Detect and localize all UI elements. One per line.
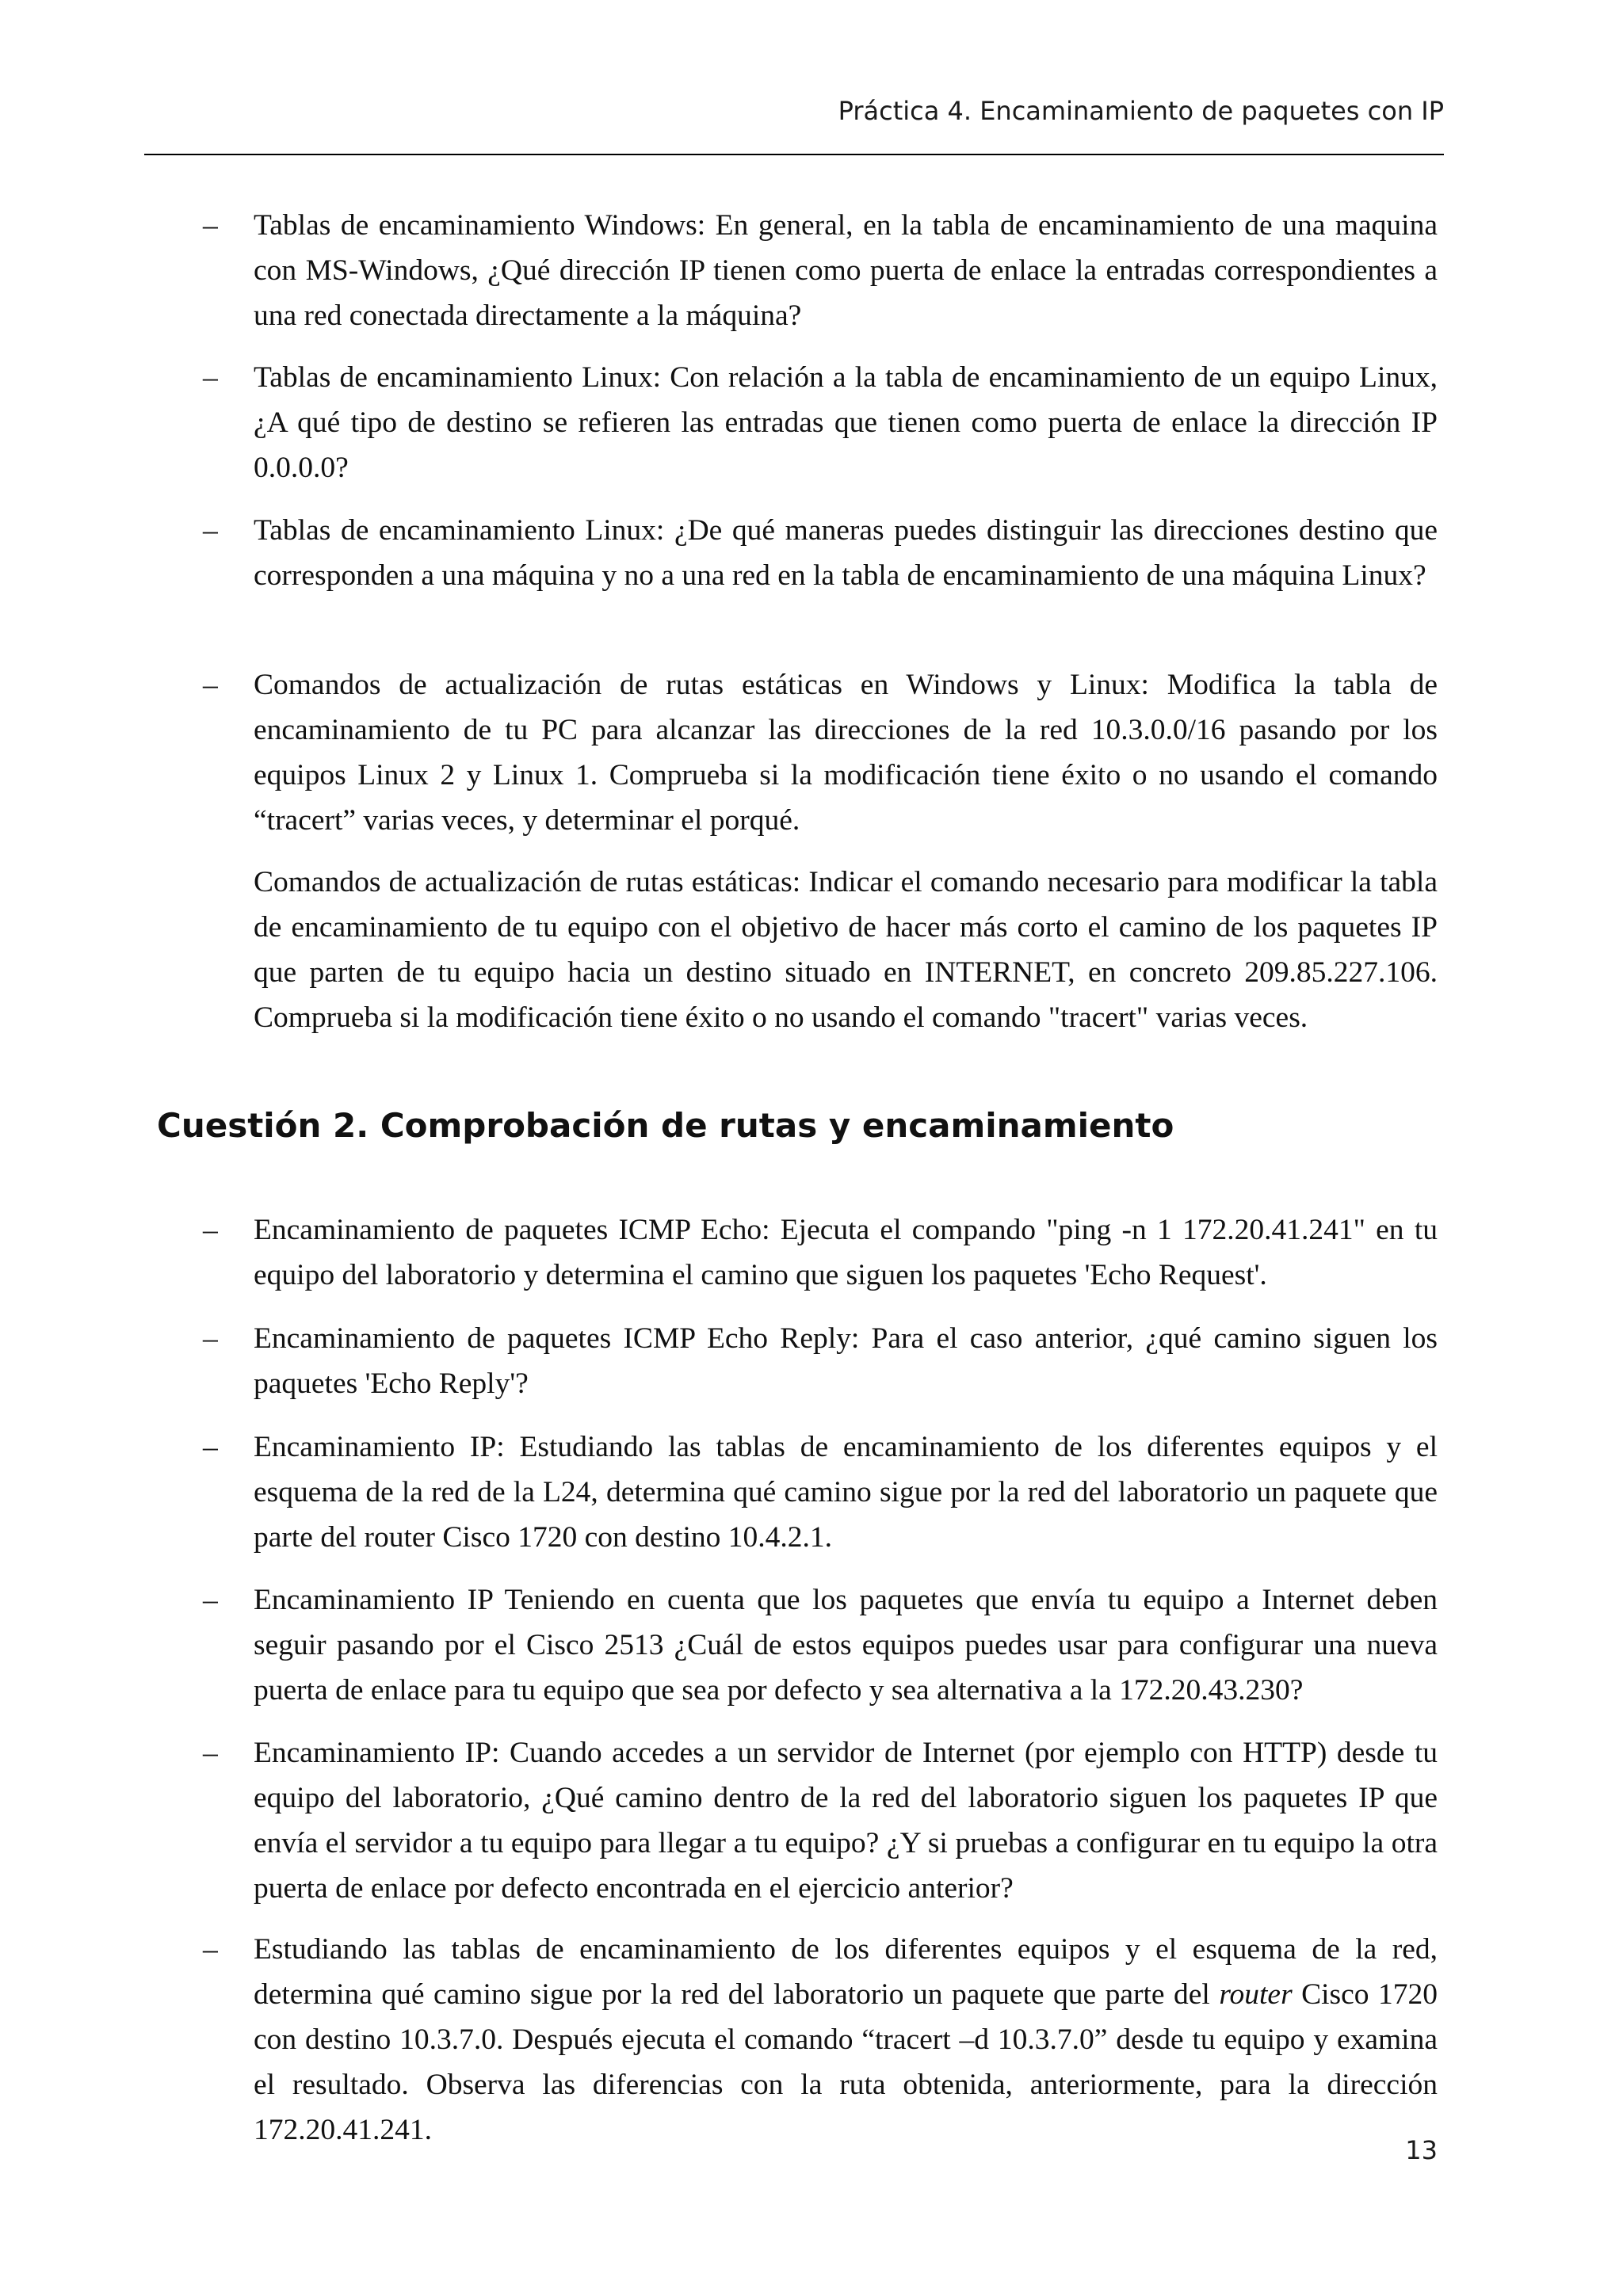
list-item [203, 1577, 1438, 1713]
list-item [203, 508, 1438, 598]
italic-term: router [1219, 1978, 1293, 2011]
list-item-text-end: Cisco 1720 con destino 10.3.7.0. Después ejecuta el comando “tracert –d 10.3.7.0” desde tu equipo y examina el resultado. Observa las diferencias con la ruta obtenida, anteriormente, para la dirección 172.20.41.241. [254, 1978, 1438, 2146]
dash-bullet: – [203, 1737, 218, 1769]
dash-bullet: – [203, 1214, 218, 1246]
dash-bullet: – [203, 361, 218, 394]
dash-bullet: – [203, 669, 218, 701]
list-item [203, 1425, 1438, 1560]
list-item [203, 1207, 1438, 1298]
list-item [203, 1927, 1438, 2153]
list-item-text: Tablas de encaminamiento Linux: ¿De qué maneras puedes distinguir las direcciones destino que corresponden a una máquina y no a una red en la tabla de encaminamiento de una máquina Linux? [254, 514, 1438, 592]
dash-bullet: – [203, 209, 218, 242]
list-item [203, 1730, 1438, 1911]
list-item [203, 355, 1438, 490]
list-item-text: Tablas de encaminamiento Linux: Con relación a la tabla de encaminamiento de un equipo Linux, ¿A qué tipo de destino se refieren las entradas que tienen como puerta de enlace la dirección IP 0.0.0.0? [254, 361, 1438, 484]
header-rule [144, 154, 1444, 155]
dash-bullet: – [203, 514, 218, 547]
list-item [203, 203, 1438, 338]
dash-bullet: – [203, 1933, 218, 1966]
page-number: 13 [1405, 2135, 1438, 2165]
list-item-text: Encaminamiento IP: Cuando accedes a un servidor de Internet (por ejemplo con HTTP) desde tu equipo del laboratorio, ¿Qué camino dentro de la red del laboratorio siguen los paquetes IP que envía el servidor a tu equipo para llegar a tu equipo? ¿Y si pruebas a configurar en tu equipo la otra puerta de enlace por defecto encontrada en el ejercicio anterior? [254, 1737, 1438, 1905]
section-heading: Cuestión 2. Comprobación de rutas y encaminamiento [157, 1106, 1174, 1145]
list-item [203, 662, 1438, 843]
dash-bullet: – [203, 1431, 218, 1463]
dash-bullet: – [203, 1584, 218, 1616]
list-item-text: Comandos de actualización de rutas estáticas en Windows y Linux: Modifica la tabla de encaminamiento de tu PC para alcanzar las direcciones de la red 10.3.0.0/16 pasando por los equipos Linux 2 y Linux 1. Comprueba si la modificación tiene éxito o no usando el comando “tracert” varias veces, y determinar el porqué. [254, 669, 1438, 837]
paragraph: Comandos de actualización de rutas estáticas: Indicar el comando necesario para modificar la tabla de encaminamiento de tu equipo con el objetivo de hacer más corto el camino de los paquetes IP que parten de tu equipo hacia un destino situado en INTERNET, en concreto 209.85.227.106. Comprueba si la modificación tiene éxito o no usando el comando "tracert" varias veces. [254, 866, 1438, 1034]
list-item-text: Tablas de encaminamiento Windows: En general, en la tabla de encaminamiento de una maquina con MS-Windows, ¿Qué dirección IP tienen como puerta de enlace la entradas correspondientes a una red conectada directamente a la máquina? [254, 209, 1438, 332]
list-item-text: Encaminamiento IP: Estudiando las tablas de encaminamiento de los diferentes equipos y el esquema de la red de la L24, determina qué camino sigue por la red del laboratorio un paquete que parte del router Cisco 1720 con destino 10.4.2.1. [254, 1431, 1438, 1554]
running-header: Práctica 4. Encaminamiento de paquetes con IP [838, 96, 1444, 126]
list-item-text: Encaminamiento IP Teniendo en cuenta que los paquetes que envía tu equipo a Internet deben seguir pasando por el Cisco 2513 ¿Cuál de estos equipos puedes usar para configurar una nueva puerta de enlace para tu equipo que sea por defecto y sea alternativa a la 172.20.43.230? [254, 1584, 1438, 1707]
list-item-text: Encaminamiento de paquetes ICMP Echo Reply: Para el caso anterior, ¿qué camino siguen los paquetes 'Echo Reply'? [254, 1322, 1438, 1400]
list-item-text-start: Estudiando las tablas de encaminamiento de los diferentes equipos y el esquema de la red, determina qué camino sigue por la red del laboratorio un paquete que parte del [254, 1933, 1438, 2011]
list-item [203, 1316, 1438, 1406]
dash-bullet: – [203, 1322, 218, 1355]
list-item-text: Encaminamiento de paquetes ICMP Echo: Ejecuta el compando "ping -n 1 172.20.41.241" en tu equipo del laboratorio y determina el camino que siguen los paquetes 'Echo Request'. [254, 1214, 1438, 1291]
